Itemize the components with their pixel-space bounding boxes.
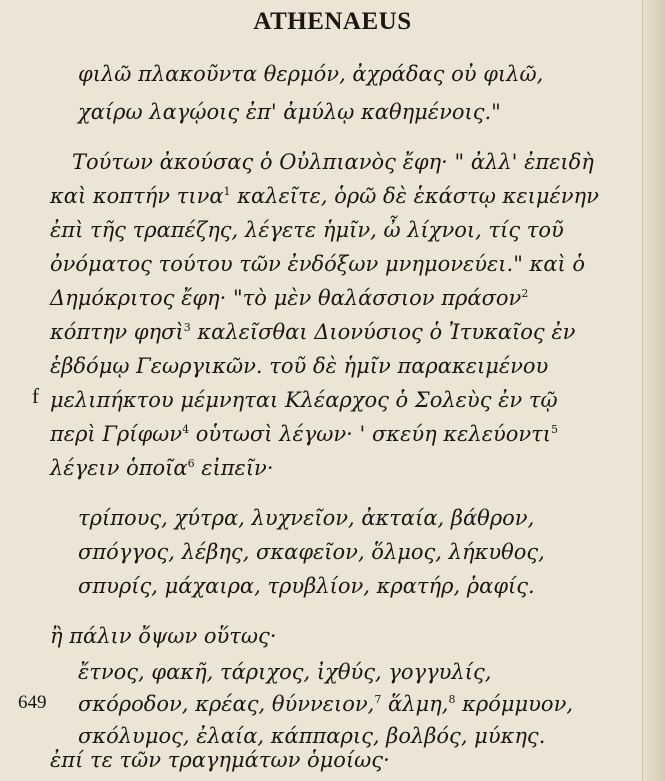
- prose-line: περὶ Γρίφων$^4$ οὑτωσὶ λέγων· ' σκεύη κελεύοντι$^5$: [50, 422, 559, 446]
- prose-line: μελιπήκτου μέμνηται Κλέαρχος ὁ Σολεὺς ἐν τῷ: [50, 388, 558, 412]
- footnote-mark: 1: [223, 185, 231, 198]
- page-gutter-line: [642, 0, 643, 781]
- verse-line: σκόλυμος, ἐλαία, κάππαρις, βολβός, μύκης.: [78, 724, 546, 748]
- prose-line: Δημόκριτος ἔφη· "τὸ μὲν θαλάσσιον πράσον$^2$: [50, 286, 529, 310]
- prose-line: ἑβδόμῳ Γεωργικῶν. τοῦ δὲ ἡμῖν παρακειμένου: [50, 354, 549, 378]
- footnote-mark: 4: [182, 423, 190, 436]
- footnote-mark: 6: [187, 457, 195, 470]
- footnote-mark: 3: [183, 321, 191, 334]
- prose-line: κόπτην φησὶ$^3$ καλεῖσθαι Διονύσιος ὁ Ἰτυκαῖος ἐν: [50, 320, 576, 344]
- footnote-mark: 8: [448, 693, 456, 706]
- footnote-mark: 7: [374, 693, 382, 706]
- prose-line: ἐπὶ τῆς τραπέζης, λέγετε ἡμῖν, ὦ λίχνοι, τίς τοῦ: [50, 218, 564, 242]
- prose-line: Τούτων ἀκούσας ὁ Οὐλπιανὸς ἔφη· " ἀλλ' ἐπειδὴ: [72, 150, 594, 174]
- section-marker: f: [32, 384, 39, 408]
- verse-line: χαίρω λαγῴοις ἐπ' ἀμύλῳ καθημένοις.": [78, 100, 501, 124]
- prose-line: λέγειν ὁποῖα$^6$ εἰπεῖν·: [50, 456, 274, 480]
- page-number-marker: 649: [18, 692, 47, 713]
- running-header: ATHENAEUS: [253, 8, 412, 35]
- verse-line: σκόροδον, κρέας, θύννειον,$^7$ ἅλμη,$^8$ κρόμμυον,: [78, 692, 574, 716]
- prose-line: ὀνόματος τούτου τῶν ἐνδόξων μνημονεύει." καὶ ὁ: [50, 252, 586, 276]
- verse-line: φιλῶ πλακοῦντα θερμόν, ἀχράδας οὐ φιλῶ,: [78, 62, 544, 86]
- footnote-mark: 2: [521, 287, 529, 300]
- verse-line: ἔτνος, φακῆ, τάριχος, ἰχθύς, γογγυλίς,: [78, 660, 492, 684]
- verse-line: σπυρίς, μάχαιρα, τρυβλίον, κρατήρ, ῥαφίς.: [78, 574, 535, 598]
- verse-line: τρίπους, χύτρα, λυχνεῖον, ἀκταία, βάθρον,: [78, 506, 535, 530]
- prose-line: καὶ κοπτήν τινα$^1$ καλεῖτε, ὁρῶ δὲ ἑκάστῳ κειμένην: [50, 184, 599, 208]
- verse-line: σπόγγος, λέβης, σκαφεῖον, ὅλμος, λήκυθος,: [78, 540, 545, 564]
- prose-line: ἢ πάλιν ὄψων οὕτως·: [50, 624, 277, 648]
- facing-page-edge: [643, 0, 665, 781]
- footnote-mark: 5: [551, 423, 559, 436]
- prose-line: ἐπί τε τῶν τραγημάτων ὁμοίως·: [50, 748, 390, 772]
